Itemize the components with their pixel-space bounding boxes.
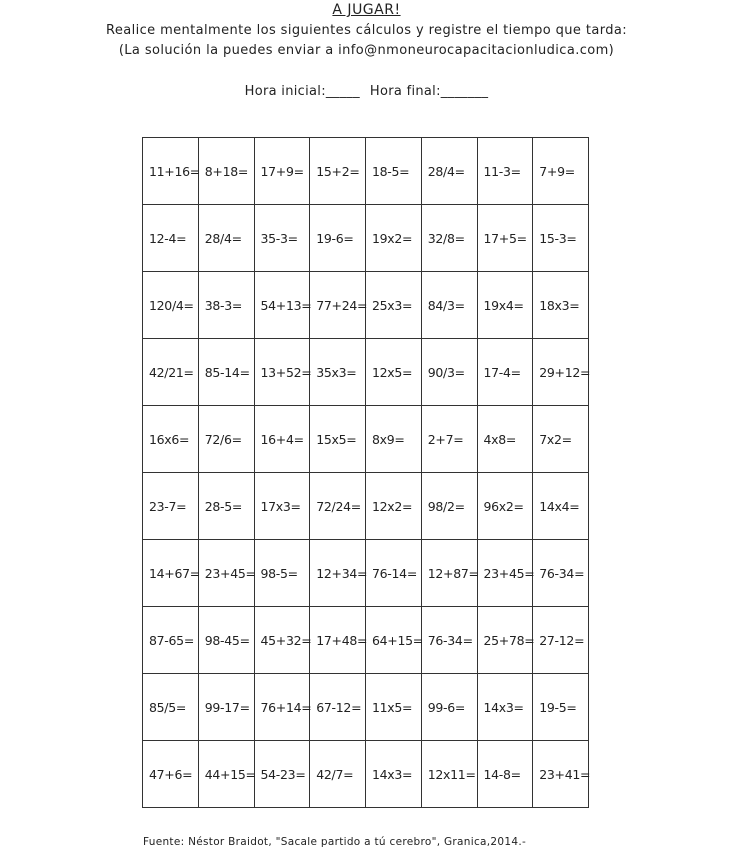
calculation-cell: 35-3= <box>254 205 310 272</box>
calculation-cell: 19-6= <box>310 205 366 272</box>
calculation-cell: 17x3= <box>254 473 310 540</box>
time-fields <box>0 84 733 99</box>
grid-row <box>143 272 589 339</box>
calculation-cell: 27-12= <box>533 607 589 674</box>
calculation-cell: 8+18= <box>198 138 254 205</box>
grid-row <box>143 205 589 272</box>
calculation-cell: 12x2= <box>366 473 422 540</box>
calculation-cell: 12+87= <box>421 540 477 607</box>
calculation-cell: 12-4= <box>143 205 199 272</box>
calculation-cell: 23+41= <box>533 741 589 808</box>
calculation-cell: 120/4= <box>143 272 199 339</box>
grid-row <box>143 473 589 540</box>
calculation-cell: 14x3= <box>366 741 422 808</box>
page-title: A JUGAR! <box>332 2 401 18</box>
calculation-cell: 11-3= <box>477 138 533 205</box>
calculation-cell: 14-8= <box>477 741 533 808</box>
calculation-cell: 16+4= <box>254 406 310 473</box>
calculation-cell: 85-14= <box>198 339 254 406</box>
calculation-cell: 44+15= <box>198 741 254 808</box>
calculation-cell: 32/8= <box>421 205 477 272</box>
grid-row <box>143 540 589 607</box>
calculation-cell: 35x3= <box>310 339 366 406</box>
instructions-line-1: Realice mentalmente los siguientes cálculos y registre el tiempo que tarda: <box>105 23 628 38</box>
calculation-cell: 25x3= <box>366 272 422 339</box>
calculation-cell: 42/21= <box>143 339 199 406</box>
calculation-cell: 11x5= <box>366 674 422 741</box>
calculation-cell: 98-45= <box>198 607 254 674</box>
calculation-cell: 28/4= <box>421 138 477 205</box>
calculation-cell: 29+12= <box>533 339 589 406</box>
grid-body <box>143 138 589 808</box>
grid-row <box>143 674 589 741</box>
calculation-cell: 64+15= <box>366 607 422 674</box>
calculation-cell: 76-14= <box>366 540 422 607</box>
calculation-cell: 84/3= <box>421 272 477 339</box>
calculation-cell: 14x4= <box>533 473 589 540</box>
calculation-cell: 16x6= <box>143 406 199 473</box>
calculation-cell: 76+14= <box>254 674 310 741</box>
grid-row <box>143 607 589 674</box>
calculation-cell: 19x2= <box>366 205 422 272</box>
calculation-cell: 17+9= <box>254 138 310 205</box>
calculation-cell: 23+45= <box>477 540 533 607</box>
calculation-cell: 98-5= <box>254 540 310 607</box>
calculation-cell: 19-5= <box>533 674 589 741</box>
calculation-cell: 11+16= <box>143 138 199 205</box>
calculation-cell: 2+7= <box>421 406 477 473</box>
instructions-line-2: (La solución la puedes enviar a info@nmoneurocapacitacionludica.com) <box>118 43 615 58</box>
calculation-cell: 76-34= <box>421 607 477 674</box>
calculation-cell: 4x8= <box>477 406 533 473</box>
calculation-cell: 18-5= <box>366 138 422 205</box>
grid-row <box>143 339 589 406</box>
calculation-cell: 15-3= <box>533 205 589 272</box>
calculation-cell: 12x5= <box>366 339 422 406</box>
calculation-cell: 54+13= <box>254 272 310 339</box>
start-time-label: Hora inicial:_____ <box>244 84 360 99</box>
calculation-cell: 98/2= <box>421 473 477 540</box>
calculation-cell: 87-65= <box>143 607 199 674</box>
calculation-cell: 67-12= <box>310 674 366 741</box>
calculation-grid <box>142 137 589 808</box>
calculation-cell: 28-5= <box>198 473 254 540</box>
calculation-cell: 17-4= <box>477 339 533 406</box>
source-citation: Fuente: Néstor Braidot, "Sacale partido a tú cerebro", Granica,2014.- <box>143 836 527 848</box>
end-time-label: Hora final:_______ <box>369 84 489 99</box>
grid-row <box>143 406 589 473</box>
calculation-cell: 12+34= <box>310 540 366 607</box>
calculation-cell: 72/24= <box>310 473 366 540</box>
calculation-cell: 85/5= <box>143 674 199 741</box>
calculation-cell: 72/6= <box>198 406 254 473</box>
calculation-cell: 17+5= <box>477 205 533 272</box>
calculation-cell: 28/4= <box>198 205 254 272</box>
calculation-cell: 77+24= <box>310 272 366 339</box>
calculation-cell: 23-7= <box>143 473 199 540</box>
calculation-cell: 14+67= <box>143 540 199 607</box>
calculation-cell: 76-34= <box>533 540 589 607</box>
calculation-cell: 19x4= <box>477 272 533 339</box>
calculation-cell: 23+45= <box>198 540 254 607</box>
calculation-cell: 18x3= <box>533 272 589 339</box>
calculation-cell: 17+48= <box>310 607 366 674</box>
calculation-cell: 8x9= <box>366 406 422 473</box>
calculation-cell: 15+2= <box>310 138 366 205</box>
calculation-cell: 13+52= <box>254 339 310 406</box>
calculation-cell: 7x2= <box>533 406 589 473</box>
calculation-cell: 90/3= <box>421 339 477 406</box>
calculation-cell: 54-23= <box>254 741 310 808</box>
calculation-cell: 99-6= <box>421 674 477 741</box>
grid-row <box>143 741 589 808</box>
calculation-cell: 47+6= <box>143 741 199 808</box>
calculation-cell: 45+32= <box>254 607 310 674</box>
calculation-cell: 96x2= <box>477 473 533 540</box>
calculation-cell: 7+9= <box>533 138 589 205</box>
calculation-cell: 15x5= <box>310 406 366 473</box>
calculation-cell: 14x3= <box>477 674 533 741</box>
calculation-cell: 38-3= <box>198 272 254 339</box>
calculation-cell: 42/7= <box>310 741 366 808</box>
grid-row <box>143 138 589 205</box>
calculation-cell: 12x11= <box>421 741 477 808</box>
calculation-cell: 25+78= <box>477 607 533 674</box>
calculation-cell: 99-17= <box>198 674 254 741</box>
